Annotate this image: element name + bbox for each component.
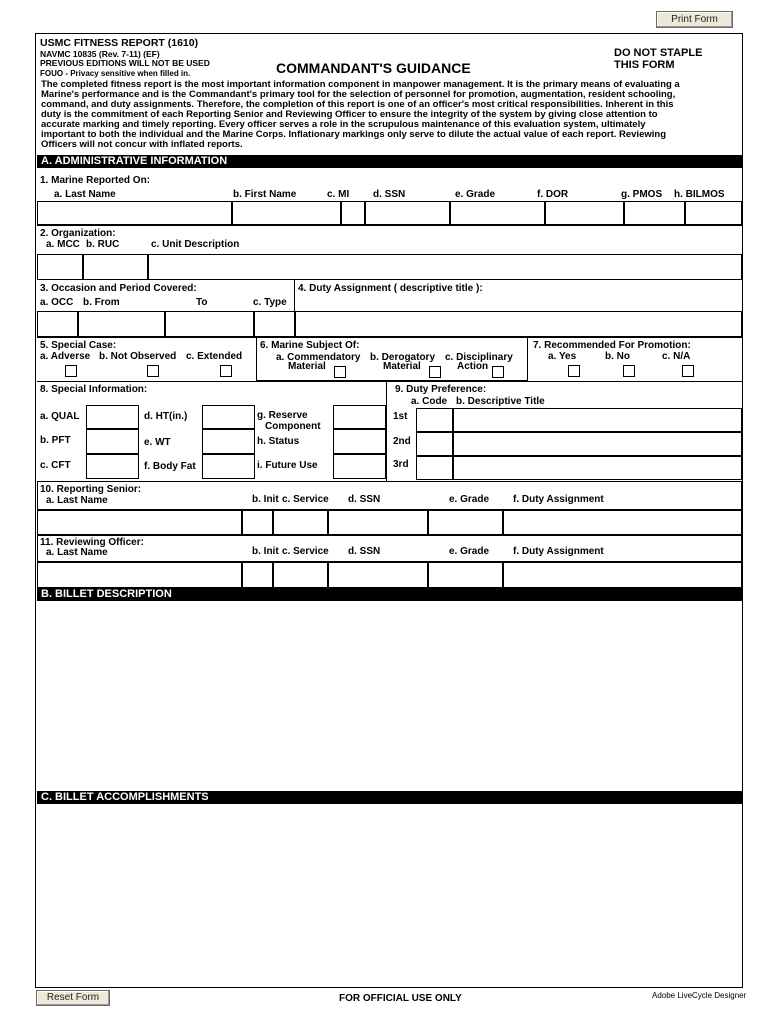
guidance-line-4: duty is the commitment of each Reporting Senior and Reviewing Officer to ensure the integrity of the system by giving close attention to — [41, 109, 658, 120]
section-c-header: C. BILLET ACCOMPLISHMENTS — [37, 791, 742, 804]
guidance-line-3: command, and duty assignments. Therefore, the completion of this report is one of an officer's most critical responsibilities. Inherent in this — [41, 99, 674, 110]
s2-ruc-label: b. RUC — [86, 239, 120, 250]
s8-future-label: i. Future Use — [257, 460, 318, 471]
pref-3-code-field[interactable] — [416, 456, 453, 480]
s11-title: 11. Reviewing Officer: — [40, 537, 144, 548]
ssn-field[interactable] — [365, 201, 450, 225]
promotion-na-checkbox[interactable] — [682, 365, 694, 377]
s6-action-label: Action — [457, 361, 489, 372]
designer-note: Adobe LiveCycle Designer — [652, 991, 747, 1000]
s1-last-label: a. Last Name — [54, 189, 116, 200]
s6-title: 6. Marine Subject Of: — [260, 340, 360, 351]
pft-field[interactable] — [86, 429, 139, 454]
s8-cft-label: c. CFT — [40, 460, 71, 471]
guidance-line-5: accurate marking and timely reporting. Every officer serves a role in the scrupulous maintenance of this evaluation system, ultimately — [41, 119, 646, 130]
s9-desc-label: b. Descriptive Title — [456, 396, 545, 407]
s2-divider — [37, 225, 742, 226]
pmos-field[interactable] — [624, 201, 685, 225]
s5-not-observed-label: b. Not Observed — [99, 351, 177, 362]
s7-na-label: c. N/A — [662, 351, 691, 362]
s10-init-label: b. Init — [252, 494, 279, 505]
s10-grade-label: e. Grade — [449, 494, 490, 505]
s10-service-label: c. Service — [282, 494, 329, 505]
s11-grade-label: e. Grade — [449, 546, 490, 557]
grade-field[interactable] — [450, 201, 545, 225]
s11-init-label: b. Init — [252, 546, 279, 557]
guidance-line-2: Marine's performance and is the Commandant's primary tool for the selection of personnel for promotion, augmentation, resident schooling, — [41, 89, 676, 100]
section-a-header: A. ADMINISTRATIVE INFORMATION — [37, 155, 742, 168]
ro-ssn-field[interactable] — [328, 562, 428, 588]
adverse-checkbox[interactable] — [65, 365, 77, 377]
s9-2nd-label: 2nd — [393, 436, 411, 447]
s8-title: 8. Special Information: — [40, 384, 148, 395]
s9-code-label: a. Code — [411, 396, 448, 407]
type-field[interactable] — [254, 311, 295, 337]
s10-duty-label: f. Duty Assignment — [513, 494, 604, 505]
ro-grade-field[interactable] — [428, 562, 503, 588]
qual-field[interactable] — [86, 405, 139, 429]
s6-disciplinary-label: c. Disciplinary — [445, 352, 513, 363]
s5-title: 5. Special Case: — [40, 340, 117, 351]
mi-field[interactable] — [341, 201, 365, 225]
editions-note: PREVIOUS EDITIONS WILL NOT BE USED — [40, 58, 210, 68]
rs-last-name-field[interactable] — [37, 510, 242, 535]
s6-material2-label: Material — [383, 361, 421, 372]
s8-qual-label: a. QUAL — [40, 411, 80, 422]
s8-bodyfat-label: f. Body Fat — [144, 461, 196, 472]
s4-title: 4. Duty Assignment ( descriptive title ): — [298, 283, 483, 294]
rs-duty-field[interactable] — [503, 510, 742, 535]
s1-mi-label: c. MI — [327, 189, 350, 200]
footer-fouo: FOR OFFICIAL USE ONLY — [339, 993, 462, 1004]
first-name-field[interactable] — [232, 201, 341, 225]
billet-description-field[interactable] — [37, 604, 742, 791]
s8-pft-label: b. PFT — [40, 435, 71, 446]
s8-s9-divider — [386, 381, 387, 481]
s8-ht-label: d. HT(in.) — [144, 411, 188, 422]
s11-ssn-label: d. SSN — [348, 546, 381, 557]
weight-field[interactable] — [202, 429, 255, 454]
duty-assignment-field[interactable] — [295, 311, 742, 337]
ro-duty-field[interactable] — [503, 562, 742, 588]
s3-title: 3. Occasion and Period Covered: — [40, 283, 197, 294]
s10-last-label: a. Last Name — [46, 495, 108, 506]
future-use-field[interactable] — [333, 454, 386, 479]
staple-warning-2: THIS FORM — [614, 59, 675, 71]
s2-unit-label: c. Unit Description — [151, 239, 240, 250]
s9-1st-label: 1st — [393, 411, 408, 422]
pref-2-code-field[interactable] — [416, 432, 453, 456]
s8-status-label: h. Status — [257, 436, 300, 447]
promotion-yes-checkbox[interactable] — [568, 365, 580, 377]
s2-title: 2. Organization: — [40, 228, 116, 239]
s3-from-label: b. From — [83, 297, 120, 308]
section-b-header: B. BILLET DESCRIPTION — [37, 588, 742, 601]
s9-3rd-label: 3rd — [393, 459, 409, 470]
ro-init-field[interactable] — [242, 562, 273, 588]
ro-last-name-field[interactable] — [37, 562, 242, 588]
ro-service-field[interactable] — [273, 562, 328, 588]
s11-service-label: c. Service — [282, 546, 329, 557]
staple-warning-1: DO NOT STAPLE — [614, 47, 703, 59]
s1-title: 1. Marine Reported On: — [40, 175, 151, 186]
status-field[interactable] — [333, 429, 386, 454]
from-date-field[interactable] — [78, 311, 165, 337]
commendatory-checkbox[interactable] — [334, 366, 346, 378]
rs-grade-field[interactable] — [428, 510, 503, 535]
s7-yes-label: a. Yes — [548, 351, 577, 362]
form-number: NAVMC 10835 (Rev. 7-11) (EF) — [40, 49, 160, 59]
extended-checkbox[interactable] — [220, 365, 232, 377]
guidance-line-7: Officers will not concur with inflated reports. — [41, 139, 243, 150]
body-fat-field[interactable] — [202, 454, 255, 479]
s1-grade-label: e. Grade — [455, 189, 496, 200]
pref-1-title-field[interactable] — [453, 408, 742, 432]
page-title: COMMANDANT'S GUIDANCE — [276, 60, 471, 76]
rs-ssn-field[interactable] — [328, 510, 428, 535]
s6-derogatory-label: b. Derogatory — [370, 352, 436, 363]
pref-1-code-field[interactable] — [416, 408, 453, 432]
s5-extended-label: c. Extended — [186, 351, 243, 362]
pref-2-title-field[interactable] — [453, 432, 742, 456]
height-field[interactable] — [202, 405, 255, 429]
s11-duty-label: f. Duty Assignment — [513, 546, 604, 557]
s1-dor-label: f. DOR — [537, 189, 569, 200]
s8-wt-label: e. WT — [144, 437, 171, 448]
derogatory-checkbox[interactable] — [429, 366, 441, 378]
form-title: USMC FITNESS REPORT (1610) — [40, 37, 199, 49]
s2-mcc-label: a. MCC — [46, 239, 80, 250]
bilmos-field[interactable] — [685, 201, 742, 225]
s10-ssn-label: d. SSN — [348, 494, 381, 505]
s7-title: 7. Recommended For Promotion: — [533, 340, 691, 351]
s5-adverse-label: a. Adverse — [40, 351, 91, 362]
disciplinary-checkbox[interactable] — [492, 366, 504, 378]
reset-form-button[interactable]: Reset Form — [36, 990, 110, 1006]
guidance-line-1: The completed fitness report is the most important information component in manpower management. It is the primary means of evaluating a — [41, 79, 680, 90]
s8-component-label: Component — [265, 421, 321, 432]
s1-ssn-label: d. SSN — [373, 189, 406, 200]
pref-3-title-field[interactable] — [453, 456, 742, 480]
mcc-field[interactable] — [37, 254, 83, 280]
s7-no-label: b. No — [605, 351, 630, 362]
guidance-line-6: important to both the individual and the Marine Corps. Inflationary markings only serve to dilute the actual value of each report. Reviewing — [41, 129, 666, 140]
s3-to-label: To — [196, 297, 208, 308]
reserve-component-field[interactable] — [333, 405, 386, 429]
s11-last-label: a. Last Name — [46, 547, 108, 558]
dor-field[interactable] — [545, 201, 624, 225]
billet-accomplishments-field[interactable] — [37, 807, 742, 985]
s3-occ-label: a. OCC — [40, 297, 74, 308]
s6-commendatory-label: a. Commendatory — [276, 352, 361, 363]
occ-field[interactable] — [37, 311, 78, 337]
s3-type-label: c. Type — [253, 297, 287, 308]
print-form-button[interactable]: Print Form — [656, 11, 733, 28]
s10-box — [37, 481, 742, 510]
last-name-field[interactable] — [37, 201, 232, 225]
fouo-note: FOUO - Privacy sensitive when filled in. — [40, 69, 191, 78]
s9-title: 9. Duty Preference: — [395, 384, 487, 395]
cft-field[interactable] — [86, 454, 139, 479]
rs-init-field[interactable] — [242, 510, 273, 535]
unit-description-field[interactable] — [148, 254, 742, 280]
ruc-field[interactable] — [83, 254, 148, 280]
not-observed-checkbox[interactable] — [147, 365, 159, 377]
s1-pmos-label: g. PMOS — [621, 189, 663, 200]
promotion-no-checkbox[interactable] — [623, 365, 635, 377]
rs-service-field[interactable] — [273, 510, 328, 535]
s1-first-label: b. First Name — [233, 189, 297, 200]
s8-reserve-label: g. Reserve — [257, 410, 308, 421]
s8-divider — [37, 381, 742, 382]
s1-bilmos-label: h. BILMOS — [674, 189, 725, 200]
s6-material1-label: Material — [288, 361, 326, 372]
to-date-field[interactable] — [165, 311, 254, 337]
s10-title: 10. Reporting Senior: — [40, 484, 142, 495]
